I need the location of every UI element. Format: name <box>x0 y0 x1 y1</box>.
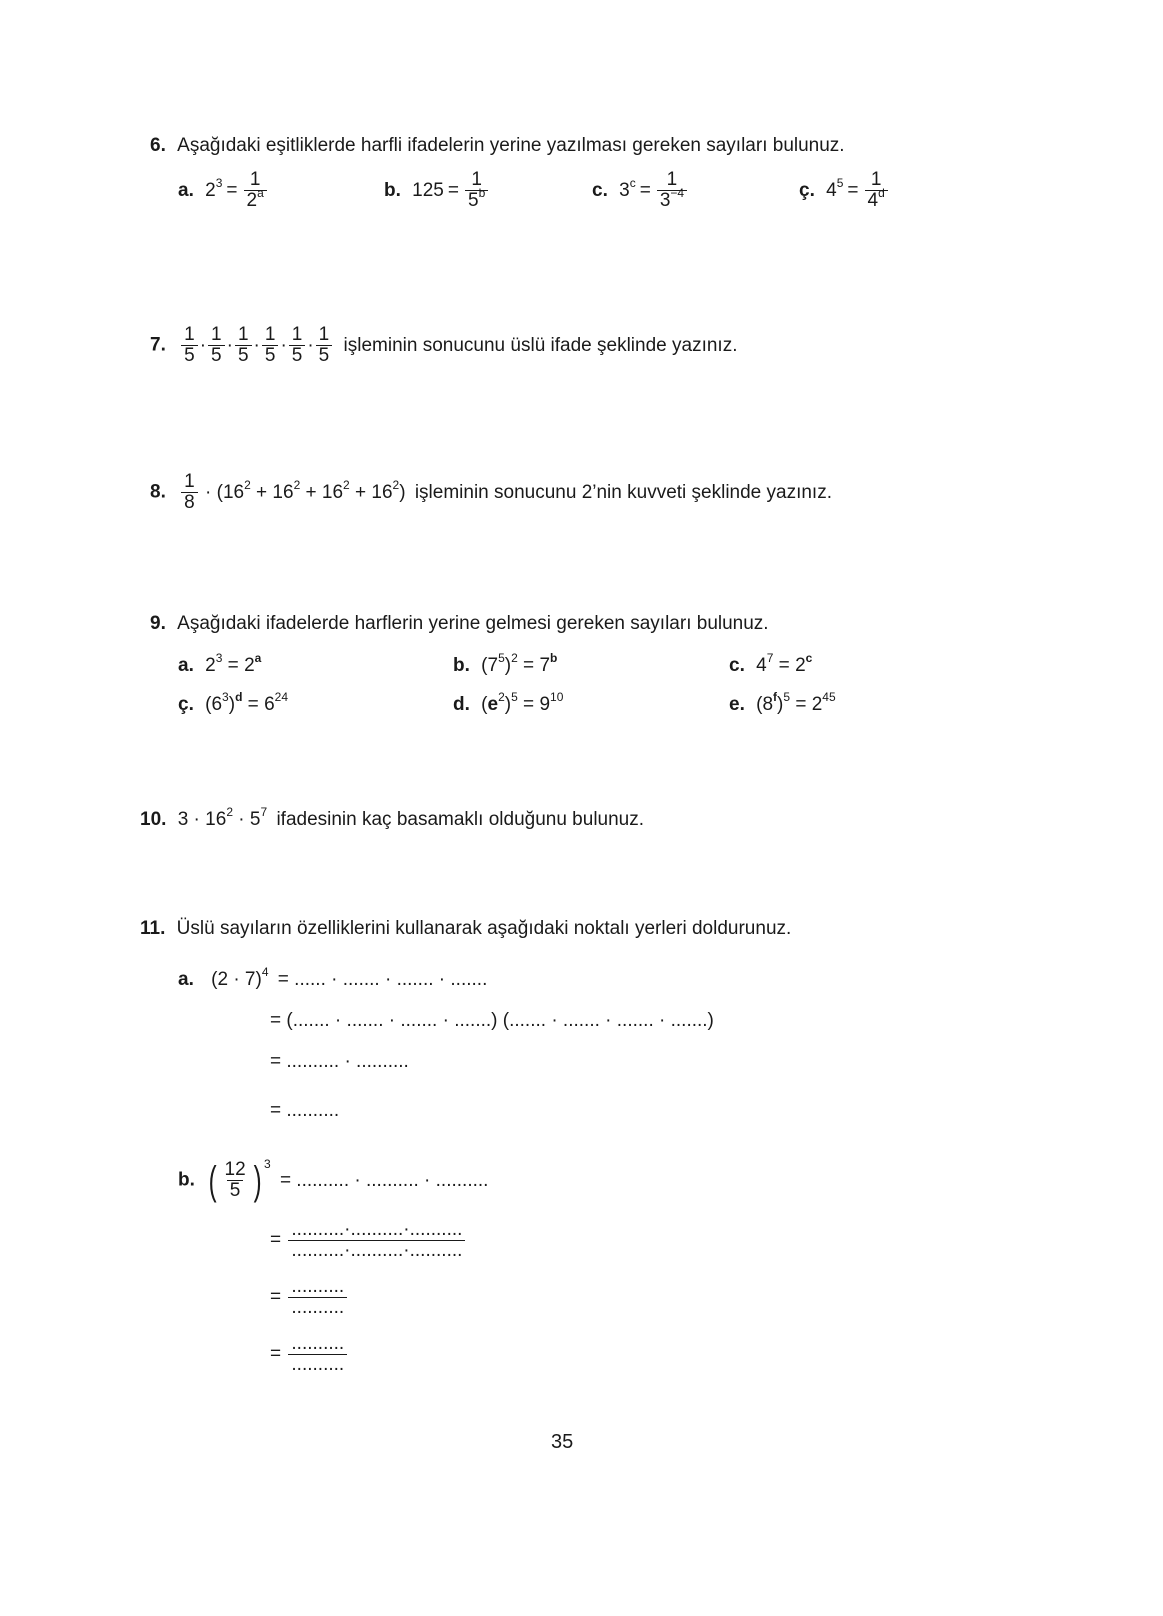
fill-fraction[interactable]: = $\frac{..........}{..........}$ <box>270 1277 349 1318</box>
fraction: $\frac{1}{2^a}$ <box>244 170 267 212</box>
expression: $\frac{1}{8}$ · $(16^2 + 16^2 + 16^2 + 16^2)$ <box>179 482 411 503</box>
question-number: 6. <box>150 135 166 156</box>
base: 125 <box>412 180 444 202</box>
fill-line[interactable]: = (....... · ....... · ....... · .......) (....... · ....... · ....... · .......) <box>270 1010 714 1031</box>
item-label: b. <box>384 180 401 202</box>
q6-item-b: b. 125 = $\frac{1}{5^b}$ <box>384 170 490 212</box>
expression: $3 \cdot 16^2 \cdot 5^7$ <box>177 805 268 830</box>
question-text: Aşağıdaki eşitliklerde harfli ifadelerin yerine yazılması gereken sayıları bulunuz. <box>177 135 845 156</box>
item-label: c. <box>592 180 608 202</box>
question-8 <box>150 472 832 513</box>
item-label: b. <box>178 1169 195 1191</box>
q11-item-a: a. $(2 \cdot 7)^4$ = ...... · ....... · ....... · ....... <box>178 965 488 990</box>
item-label: a. <box>178 969 194 990</box>
base: 3 <box>619 180 630 202</box>
question-6 <box>150 134 845 158</box>
fraction-product: $\frac{1}{5}$ · $\frac{1}{5}$ · $\frac{1}{5}$ · $\frac{1}{5}$ · $\frac{1}{5}$ · $\frac{1}{5}$ <box>179 335 339 356</box>
question-text: işleminin sonucunu üslü ifade şeklinde yazınız. <box>343 334 738 356</box>
question-number: 7. <box>150 334 166 356</box>
question-number: 11. <box>140 918 166 939</box>
fill-line[interactable]: = .......... · .......... <box>270 1051 409 1072</box>
exponent: 5 <box>836 176 844 191</box>
base: 2 <box>205 180 216 202</box>
item-label: ç. <box>799 180 815 202</box>
fraction: $\frac{1}{4^d}$ <box>865 170 888 212</box>
base: 4 <box>826 180 837 202</box>
fraction: $\frac{1}{3^{-4}}$ <box>657 170 687 212</box>
question-7 <box>150 325 737 366</box>
q9-item-e: e. $(8^f)^5 = 2^{45}$ <box>729 690 836 715</box>
q11-item-b: b. ( $\frac{12}{5}$ ) $^3$ = .......... · .......... · .......... <box>178 1156 489 1203</box>
exponent: c <box>629 176 636 191</box>
q6-item-c: c. $3^c$ = $\frac{1}{3^{-4}}$ <box>592 170 689 212</box>
question-number: 8. <box>150 481 166 503</box>
question-text: işleminin sonucunu 2’nin kuvveti şeklinde yazınız. <box>414 481 832 503</box>
q9-item-d: d. $(e^2)^5 = 9^{10}$ <box>453 690 564 715</box>
question-11 <box>140 917 791 941</box>
q6-item-cc: ç. $4^5$ = $\frac{1}{4^d}$ <box>799 170 890 212</box>
question-number: 9. <box>150 613 166 634</box>
q6-item-a: a. $2^3$ = $\frac{1}{2^a}$ <box>178 170 269 212</box>
question-number: 10. <box>140 809 167 830</box>
fill-fraction[interactable]: = $\frac{..........}{..........}$ <box>270 1334 349 1375</box>
question-text: Üslü sayıların özelliklerini kullanarak aşağıdaki noktalı yerleri doldurunuz. <box>176 918 792 939</box>
fill-line[interactable]: = ...... · ....... · ....... · ....... <box>277 969 488 990</box>
fraction: $\frac{1}{5^b}$ <box>465 170 488 212</box>
page-number: 35 <box>551 1431 574 1453</box>
q9-item-b: b. $(7^5)^2 = 7^b$ <box>453 651 558 676</box>
fill-fraction[interactable]: = $\frac{..........\cdot..........\cdot..........}{..........\cdot..........\cdot..........}$ <box>270 1220 467 1261</box>
question-text: ifadesinin kaç basamaklı olduğunu bulunuz. <box>276 809 645 830</box>
lhs: (2 · 7) <box>211 969 262 990</box>
q9-item-cc: ç. $(6^3)^d = 6^{24}$ <box>178 690 288 715</box>
question-10 <box>140 805 645 833</box>
question-text: Aşağıdaki ifadelerde harflerin yerine gelmesi gereken sayıları bulunuz. <box>177 613 769 634</box>
q9-item-a: a. $2^3 = 2^a$ <box>178 651 262 676</box>
q9-item-c: c. $4^7 = 2^c$ <box>729 651 813 676</box>
fill-line[interactable]: = .......... <box>270 1100 340 1121</box>
exponent: 3 <box>215 176 223 191</box>
item-label: a. <box>178 180 194 202</box>
question-9 <box>150 612 769 636</box>
fill-line[interactable]: = .......... · .......... · .......... <box>279 1169 489 1191</box>
